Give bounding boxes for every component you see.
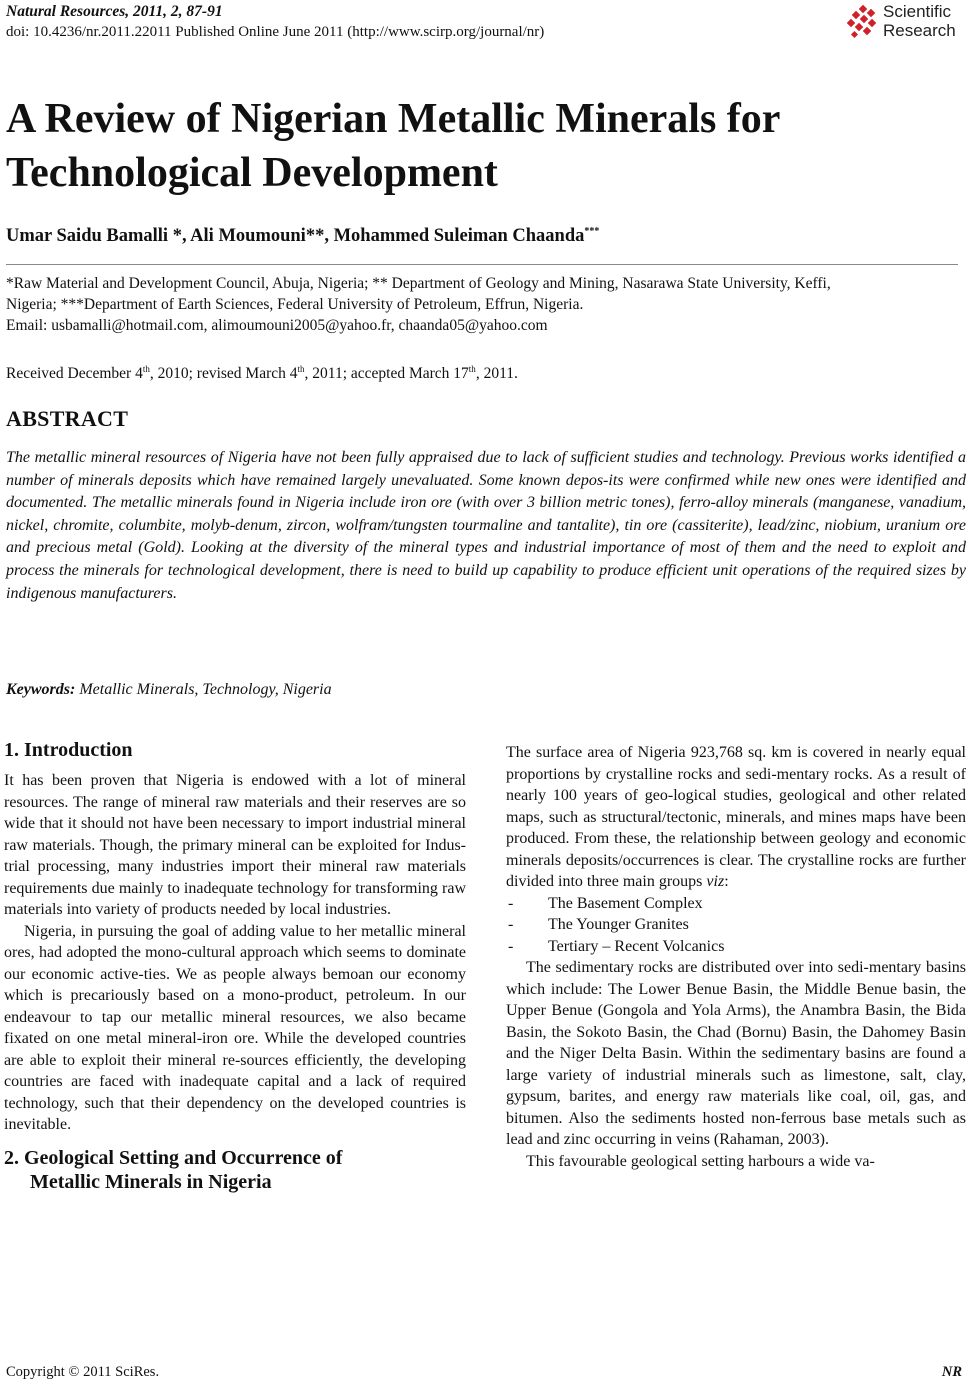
list-item-text: Tertiary – Recent Volcanics — [548, 937, 725, 955]
authors-text: Umar Saidu Bamalli *, Ali Moumouni**, Mohammed Suleiman Chaanda — [6, 226, 585, 247]
geology-paragraph-1 — [506, 742, 966, 893]
intro-paragraph-2: Nigeria, in pursuing the goal of adding value to her metallic mineral ores, had adopted the mono-cultural approach which seems to dominate our economic active-ties. We as people always bemoan our economy which is precariously based on a mono-product, petroleum. In our endeavour to tap our metallic mineral resources, we also became fixated on one metal mineral-iron ore. While the developed countries are able to exploit their mineral re-sources efficiently, the developing countries are faced with inadequate capital and a lack of required technology, such that their dependency on the developed countries is inevitable. — [4, 922, 466, 1133]
received-part-2: , 2010; revised March 4 — [149, 365, 298, 383]
received-sup-1: th — [142, 364, 150, 374]
section-2-heading-line-1: 2. Geological Setting and Occurrence of — [4, 1146, 343, 1169]
keywords-value: Metallic Minerals, Technology, Nigeria — [75, 681, 332, 698]
viz-word: viz — [706, 873, 725, 890]
doi-line: doi: 10.4236/nr.2011.22011 Published Online June 2011 (http://www.scirp.org/journal/nr) — [6, 24, 545, 40]
logo-wordmark — [883, 2, 956, 40]
received-part-3: , 2011; accepted March 17 — [304, 365, 469, 383]
list-item: - The Younger Granites — [508, 916, 689, 933]
geology-paragraph-1-text: The surface area of Nigeria 923,768 sq. km is covered in nearly equal proportions by crystalline rocks and sedi-mentary rocks. As a result of nearly 100 years of geo-logical studies, geological and other related maps, such as structural/tectonic, minerals, and mines maps have been produced. From these, the relationship between geology and economic minerals deposits/occurrences is clear. The crystalline rocks are further divided into three main groups — [506, 744, 966, 890]
section-1-heading: 1. Introduction — [4, 739, 133, 761]
logo-line-2: Research — [883, 21, 956, 40]
geology-paragraph-3: This favourable geological setting harbours a wide va- — [526, 1152, 875, 1170]
title-line-2: Technological Development — [6, 150, 498, 196]
section-2-heading-line-2: Metallic Minerals in Nigeria — [30, 1170, 272, 1193]
affiliation-line-1: *Raw Material and Development Council, Abuja, Nigeria; ** Department of Geology and Mining, Nasarawa State University, Keffi, — [6, 275, 831, 292]
authors-sup: *** — [584, 226, 600, 237]
author-list — [6, 226, 599, 247]
right-column — [506, 742, 966, 1172]
list-item: - The Basement Complex — [508, 894, 703, 912]
affiliation-line-2: Nigeria; ***Department of Earth Sciences, Federal University of Petroleum, Effrun, Nigeria. — [6, 296, 584, 313]
logo-line-1: Scientific — [883, 2, 952, 21]
scirp-logo-icon — [846, 5, 880, 39]
publisher-logo — [846, 2, 966, 44]
intro-paragraph-1: It has been proven that Nigeria is endowed with a lot of mineral resources. The range of mineral raw materials and their reserves are so wide that it should not have been necessary to import industrial mineral raw materials. Though, the primary mineral can be exploited for Indus-trial processing, many industries import their mineral raw materials requirements due mainly to inadequate technology for transforming raw materials into variety of products needed by local industries. — [4, 772, 466, 918]
keywords-label: Keywords: — [6, 681, 76, 698]
paper-title — [6, 92, 956, 200]
received-dates — [6, 364, 518, 383]
keywords — [6, 681, 332, 699]
geology-paragraph-2: The sedimentary rocks are distributed over into sedi-mentary basins which include: The Lower Benue Basin, the Middle Benue basin, the Upper Benue (Gongola and Yola Arms), the Anambra Basin, the Bida Basin, the Sokoto Basin, the Chad (Bornu) Basin, the Dahomey Basin and the Niger Delta Basin. Within the sedimentary basins are found a large variety of industrial minerals such as limestone, salt, clay, gypsum, barites, and energy raw materials like coal, oil, gas, and bitumen. Also the sediments hosted non-ferrous base metals such as lead and zinc occurring in veins (Rahaman, 2003). — [506, 959, 966, 1148]
geology-paragraph-1-end: : — [724, 873, 729, 890]
journal-citation — [6, 2, 223, 22]
received-part-4: , 2011. — [475, 365, 518, 383]
affiliations — [6, 273, 966, 336]
abstract-heading: ABSTRACT — [6, 406, 129, 431]
received-sup-2: th — [297, 364, 305, 374]
copyright-notice: Copyright © 2011 SciRes. — [6, 1364, 160, 1380]
email-line: Email: usbamalli@hotmail.com, alimoumouni2005@yahoo.fr, chaanda05@yahoo.com — [6, 317, 548, 334]
list-item: - Tertiary – Recent Volcanics — [508, 937, 725, 955]
header-divider — [6, 264, 958, 265]
received-part-1: Received December 4 — [6, 365, 143, 383]
list-item-text: The Younger Granites — [548, 916, 689, 933]
received-sup-3: th — [468, 364, 476, 374]
section-2-heading — [4, 1146, 466, 1194]
journal-abbreviation: NR — [941, 1364, 962, 1380]
list-item-text: The Basement Complex — [548, 894, 703, 912]
title-line-1: A Review of Nigerian Metallic Minerals for — [6, 96, 781, 142]
rock-groups-list — [506, 893, 966, 958]
journal-line: Natural Resources, 2011, 2, 87-91 — [6, 3, 223, 20]
left-column — [4, 738, 466, 1194]
abstract-text: The metallic mineral resources of Nigeria have not been fully appraised due to lack of sufficient studies and technology. Previous works identified a number of minerals deposits which have remained largely unevaluated. Some known depos-its were confirmed while new ones were identified and documented. The metallic minerals found in Nigeria include iron ore (with over 3 billion metric tones), ferro-alloy minerals (manganese, vanadium, nickel, chromite, columbite, molyb-denum, zircon, wolfram/tungsten tourmaline and tantalite), tin ore (cassiterite), lead/zinc, niobium, uranium ore and precious metal (Gold). Looking at the diversity of the mineral types and industrial importance of most of them and the need to exploit and process the minerals for technological development, there is need to build up capability to produce efficient unit operations of the required sizes by indigenous manufacturers. — [6, 449, 966, 602]
